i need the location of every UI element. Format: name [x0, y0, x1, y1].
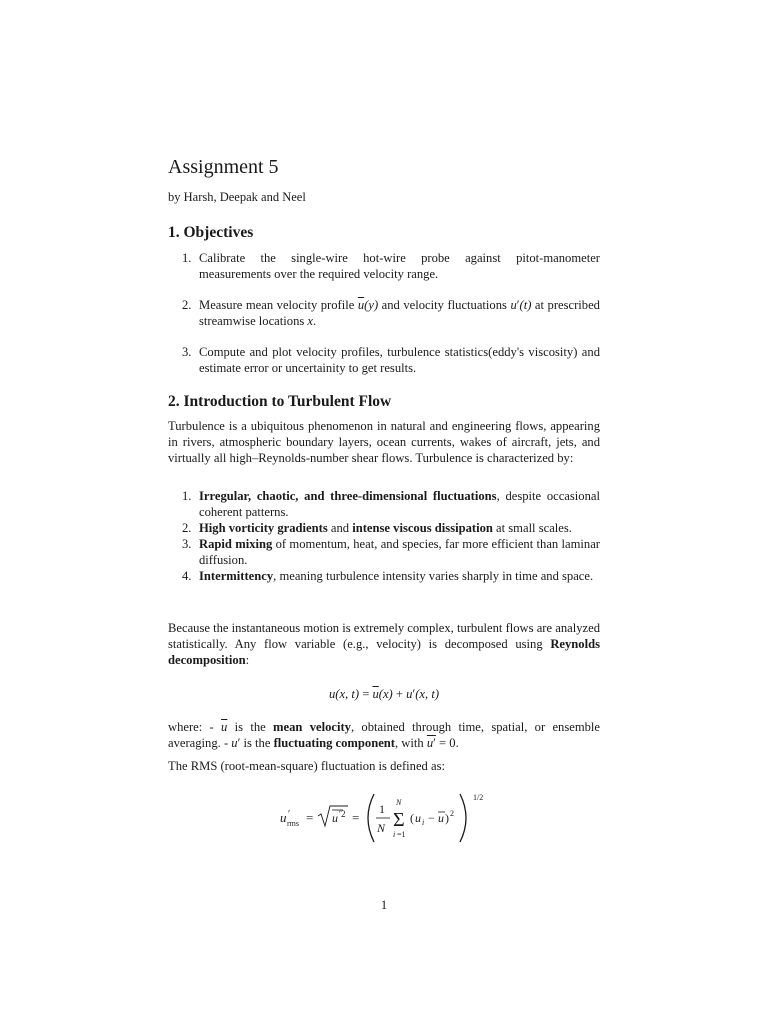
- math-x: x: [307, 314, 314, 328]
- svg-text:): ): [445, 811, 449, 825]
- svg-text:u: u: [332, 811, 338, 825]
- svg-text:=: =: [352, 810, 360, 825]
- svg-text:(: (: [410, 811, 414, 825]
- objectives-list: [168, 250, 600, 376]
- list-item: 1. Calibrate the single-wire hot-wire probe against pitot-manometer measurements over the required velocity range.: [182, 251, 600, 281]
- svg-text:Σ: Σ: [393, 809, 405, 831]
- svg-text:u: u: [280, 810, 287, 825]
- svg-text:N: N: [377, 821, 386, 835]
- svg-text:1/2: 1/2: [473, 793, 484, 802]
- svg-text:N: N: [396, 798, 402, 807]
- list-item: 3. Compute and plot velocity profiles, turbulence statistics(eddy's viscosity) and estimate error or uncertainity to get results.: [182, 345, 600, 375]
- list-item: 1. Irregular, chaotic, and three-dimensional fluctuations, despite occasional coherent patterns.: [182, 489, 600, 519]
- where-paragraph: where: - $\overline{u}$ is the mean velocity, obtained through time, spatial, or ensemble averaging. - u′ is the fluctuating component, with u′ = 0.: [168, 720, 600, 750]
- section-heading-turbulent-flow: 2. Introduction to Turbulent Flow: [168, 393, 392, 410]
- page-number: 1: [380, 898, 388, 912]
- svg-text:′2: ′2: [339, 809, 346, 819]
- svg-text:i: i: [393, 830, 396, 839]
- list-item: 2. High vorticity gradients and intense viscous dissipation at small scales.: [182, 521, 572, 535]
- characteristics-list: [168, 488, 600, 584]
- rms-intro-line: The RMS (root-mean-square) fluctuation is defined as:: [168, 759, 445, 773]
- svg-text:′: ′: [288, 809, 291, 820]
- decomposition-paragraph: Because the instantaneous motion is extremely complex, turbulent flows are analyzed statistically. Any flow variable (e.g., velocity) is decomposed using Reynolds decomposition:: [168, 621, 600, 667]
- rms-equation: [270, 786, 510, 846]
- svg-text:−: −: [428, 811, 435, 825]
- page-title: Assignment 5: [168, 156, 279, 178]
- reynolds-equation: u(x, $t) = \overline{u}(x) + u'(x$, t): [328, 687, 440, 701]
- svg-text:1: 1: [379, 802, 385, 816]
- svg-text:u: u: [438, 811, 444, 825]
- svg-text:u: u: [415, 811, 421, 825]
- svg-text:=1: =1: [397, 830, 406, 839]
- section-heading-objectives: 1. Objectives: [168, 224, 254, 241]
- list-item: 2. Measure mean velocity profile $\overline{u}(y)$ and velocity fluctuations u′(t) at prescribed streamwise locations x.: [182, 298, 600, 328]
- list-item-text: Calibrate the single-wire hot-wire probe against pitot-manometer measurements over the required velocity range.: [199, 251, 600, 281]
- list-item: 3. Rapid mixing of momentum, heat, and species, far more efficient than laminar diffusion.: [182, 537, 600, 567]
- intro-paragraph: Turbulence is a ubiquitous phenomenon in natural and engineering flows, appearing in rivers, atmospheric boundary layers, ocean currents, wakes of aircraft, jets, and virtually all high–Reynolds-number shear flows. Turbulence is characterized by:: [168, 419, 600, 465]
- math-mean-profile: $\overline{u}(y)$: [357, 298, 379, 312]
- svg-text:i: i: [422, 818, 425, 827]
- svg-text:=: =: [306, 810, 314, 825]
- list-item: 4. Intermittency, meaning turbulence intensity varies sharply in time and space.: [182, 569, 594, 583]
- math-fluctuation: u′(t): [510, 298, 532, 312]
- svg-text:rms: rms: [287, 819, 299, 828]
- author-line: by Harsh, Deepak and Neel: [168, 190, 306, 204]
- svg-text:2: 2: [450, 809, 454, 818]
- list-item-text: Compute and plot velocity profiles, turbulence statistics(eddy's viscosity) and estimate error or uncertainity to get results.: [199, 345, 600, 375]
